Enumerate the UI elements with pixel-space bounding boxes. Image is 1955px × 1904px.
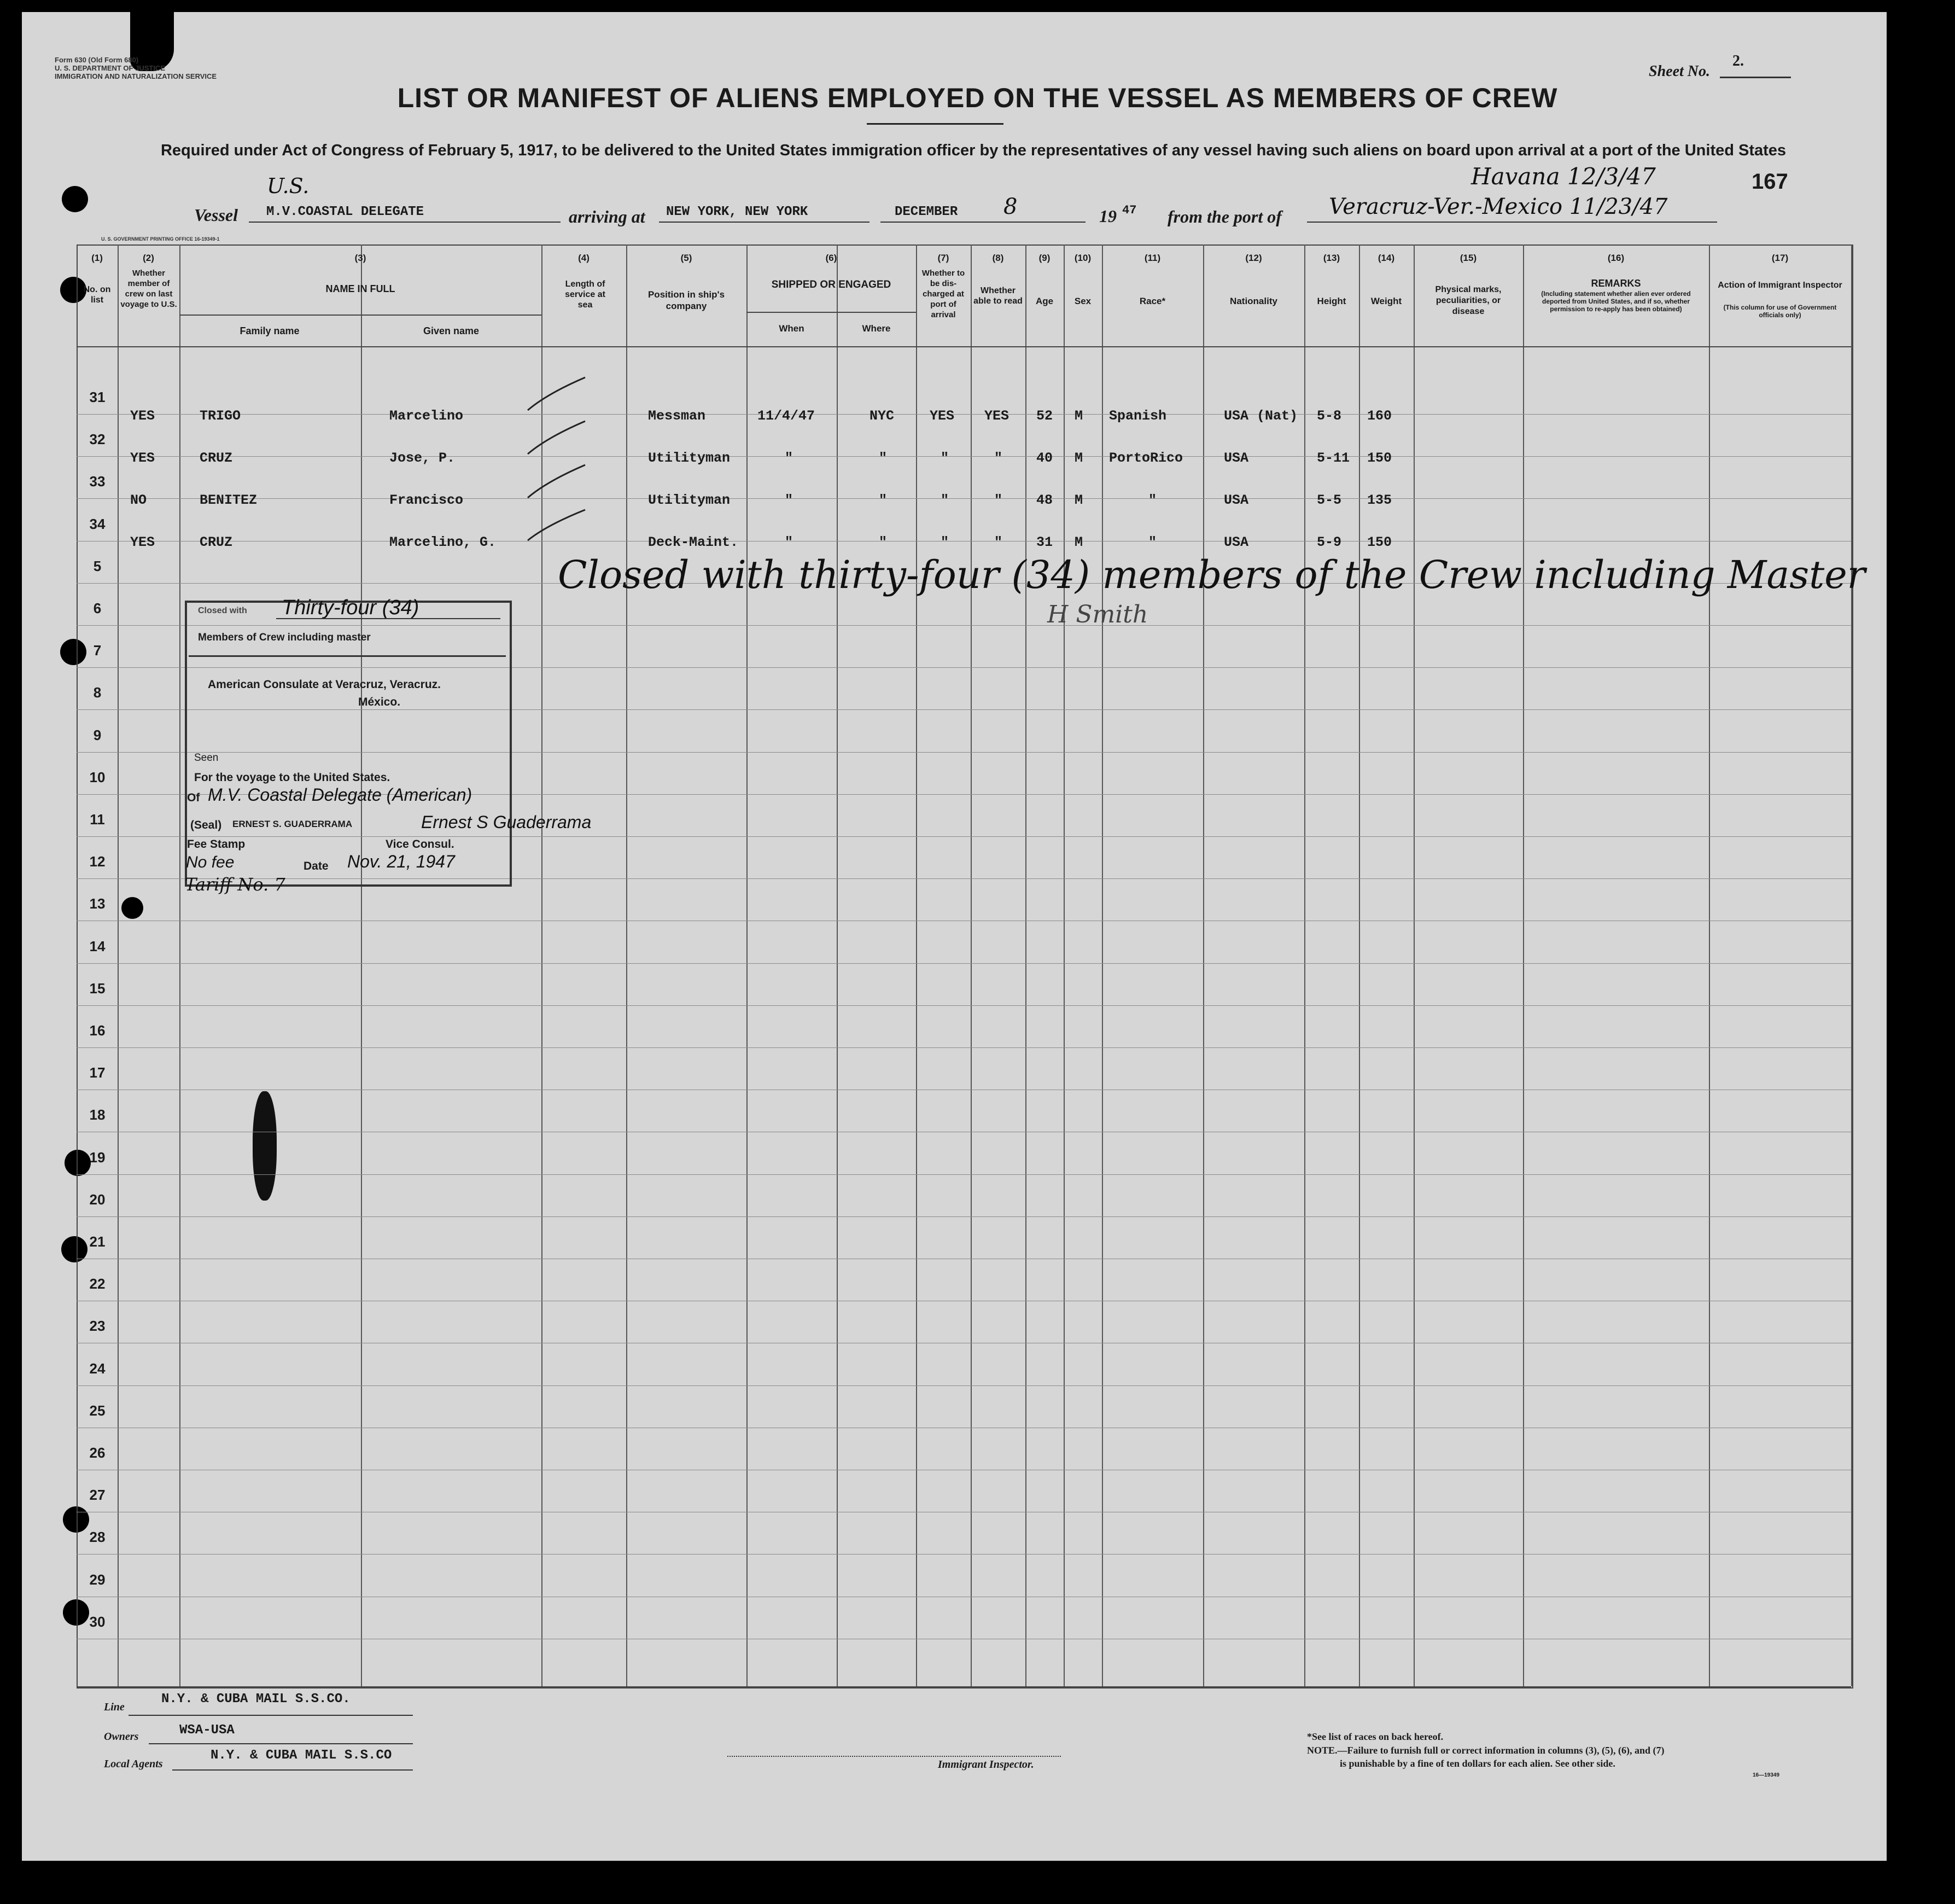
arriving-port: NEW YORK, NEW YORK (666, 205, 808, 219)
crew-race: PortoRico (1109, 450, 1183, 466)
row-number: 14 (89, 938, 106, 954)
col-header-race: Race* (1139, 296, 1166, 306)
col-header-discharged: Whether to be dis-charged at port of arrival (921, 269, 965, 319)
col-num: (10) (1074, 253, 1092, 263)
col-num: (8) (992, 253, 1004, 263)
crew-discharged: " (941, 492, 949, 508)
stamp-consulate: American Consulate at Veracruz, Veracruz. (208, 678, 441, 691)
stamp-vice-consul: Vice Consul. (386, 838, 454, 851)
row-number: 31 (89, 389, 106, 405)
row-rule (77, 963, 1851, 964)
col-num: (17) (1771, 253, 1789, 263)
crew-race: " (1148, 534, 1157, 550)
crew-given: Marcelino, G. (389, 534, 497, 550)
page-number: 167 (1752, 170, 1788, 194)
crew-nationality: USA (1224, 492, 1249, 508)
stamp-members-label: Members of Crew including master (198, 632, 371, 643)
col-num: (6) (825, 253, 837, 263)
crew-nationality: USA (1224, 534, 1249, 550)
year-suffix: 47 (1122, 203, 1137, 217)
crew-family: TRIGO (200, 408, 241, 424)
col-header-read: Whether able to read (973, 286, 1023, 306)
crew-family: CRUZ (200, 450, 233, 466)
col-header-when: When (779, 323, 804, 334)
crew-sex: M (1075, 450, 1083, 466)
crew-nationality: USA (1224, 450, 1249, 466)
shipped-subheader-rule (746, 312, 916, 313)
col-header-physical-marks: Physical marks, peculiarities, or disease (1435, 285, 1502, 316)
crew-when: " (785, 492, 793, 508)
crew-age: 40 (1036, 450, 1053, 466)
col-header-last-voyage: Whether member of crew on last voyage to U.S. (120, 269, 177, 309)
row-number: 13 (89, 895, 106, 912)
closing-initials: H Smith (1047, 601, 1148, 628)
inspector-line (727, 1756, 1061, 1757)
crew-given: Jose, P. (389, 450, 456, 466)
row-rule (77, 1047, 1851, 1048)
stamp-date-label: Date (304, 860, 329, 872)
row-rule (77, 1385, 1851, 1386)
arrival-day: 8 (1003, 194, 1018, 219)
form-id-line: Form 630 (Old Form 680) (55, 56, 139, 64)
col-header-height: Height (1317, 296, 1346, 306)
form-code: 16—19349 (1753, 1772, 1779, 1778)
sheet-underline (1720, 77, 1791, 78)
crew-position: Deck-Maint. (648, 534, 739, 550)
crew-discharged: " (941, 450, 949, 466)
col-header-position: Position in ship's company (647, 289, 725, 311)
owners-underline (149, 1743, 413, 1744)
inspector-label: Immigrant Inspector. (938, 1759, 1034, 1771)
crew-where: " (879, 492, 888, 508)
crew-age: 31 (1036, 534, 1053, 550)
row-number: 17 (89, 1064, 106, 1081)
form-id-line: IMMIGRATION AND NATURALIZATION SERVICE (55, 72, 217, 80)
row-number: 21 (89, 1233, 106, 1250)
row-number: 9 (93, 726, 102, 743)
row-number: 34 (89, 515, 106, 532)
year-prefix: 19 (1099, 206, 1117, 226)
crew-where: " (879, 450, 888, 466)
crew-read: YES (984, 408, 1009, 424)
service-tick-marks (525, 366, 596, 547)
crew-weight: 135 (1367, 492, 1392, 508)
row-number: 16 (89, 1022, 106, 1039)
row-number: 12 (89, 853, 106, 870)
crew-read: " (994, 492, 1003, 508)
agents-underline (172, 1769, 413, 1771)
col-num: (13) (1323, 253, 1340, 263)
crew-when: " (785, 534, 793, 550)
stamp-country: México. (358, 696, 401, 708)
col-num: (7) (937, 253, 949, 263)
col-num: (12) (1245, 253, 1262, 263)
penalty-note-2: is punishable by a fine of ten dollars for each alien. See other side. (1340, 1758, 1615, 1769)
stamp-vessel: M.V. Coastal Delegate (American) (208, 785, 472, 805)
crew-height: 5-8 (1317, 408, 1342, 424)
row-number: 26 (89, 1445, 106, 1461)
stamp-voyage: For the voyage to the United States. (194, 771, 390, 784)
col-num: (9) (1038, 253, 1051, 263)
crew-race: " (1148, 492, 1157, 508)
crew-height: 5-5 (1317, 492, 1342, 508)
row-number: 5 (93, 557, 102, 574)
crew-weight: 150 (1367, 450, 1392, 466)
line-value: N.Y. & CUBA MAIL S.S.CO. (161, 1692, 351, 1707)
col-header-remarks-note: (Including statement whether alien ever ordered deported from United States, and if so, whether permission to re-apply has been obtained) (1541, 290, 1691, 313)
row-number: 19 (89, 1149, 106, 1166)
crew-position: Messman (648, 408, 706, 424)
crew-sex: M (1075, 408, 1083, 424)
crew-when: 11/4/47 (757, 408, 815, 424)
crew-weight: 150 (1367, 534, 1392, 550)
row-number: 11 (90, 811, 105, 828)
stamp-divider (189, 655, 506, 657)
col-header-no: No. on list (83, 285, 111, 305)
col-header-nationality: Nationality (1230, 296, 1277, 306)
punch-hole (62, 186, 88, 212)
col-num: (4) (578, 253, 590, 263)
row-rule (77, 1005, 1851, 1006)
stamp-consul-name: ERNEST S. GUADERRAMA (232, 819, 353, 829)
row-number: 30 (89, 1613, 106, 1630)
col-header-remarks: REMARKS (1591, 278, 1641, 289)
col-num: (16) (1607, 253, 1625, 263)
owners-label: Owners (104, 1731, 139, 1743)
row-number: 15 (89, 980, 106, 997)
tariff-note: Tariff No. 7 (185, 874, 285, 895)
row-number: 29 (89, 1571, 106, 1588)
row-number: 24 (89, 1360, 106, 1377)
from-port-line (1307, 222, 1717, 223)
stamp-closed-count: Thirty-four (34) (282, 596, 419, 619)
vessel-name: M.V.COASTAL DELEGATE (266, 205, 424, 219)
closing-note: Closed with thirty-four (34) members of the Crew including Master (558, 552, 1866, 597)
arriving-label: arriving at (569, 207, 645, 226)
vessel-label: Vessel (194, 205, 238, 225)
col-header-sex: Sex (1074, 296, 1092, 306)
row-number: 28 (89, 1529, 106, 1546)
crew-weight: 160 (1367, 408, 1392, 424)
form-identifier (55, 56, 217, 80)
col-num: (1) (91, 253, 103, 263)
row-number: 27 (89, 1487, 106, 1504)
col-num: (3) (354, 253, 366, 263)
col-header-family-name: Family name (240, 325, 300, 336)
crew-given: Marcelino (389, 408, 464, 424)
footer-rule (77, 1686, 1851, 1688)
col-header-shipped: SHIPPED OR ENGAGED (771, 279, 891, 290)
stamp-date: Nov. 21, 1947 (347, 852, 455, 871)
crew-read: " (994, 534, 1003, 550)
row-number: 23 (89, 1318, 106, 1335)
col-header-where: Where (862, 323, 891, 334)
crew-sex: M (1075, 492, 1083, 508)
crew-position: Utilityman (648, 450, 731, 466)
col-num: (15) (1460, 253, 1477, 263)
row-number: 32 (89, 431, 106, 448)
form-title: LIST OR MANIFEST OF ALIENS EMPLOYED ON THE VESSEL AS MEMBERS OF CREW (397, 83, 1558, 113)
row-rule (77, 498, 1851, 499)
col-num: (2) (143, 253, 154, 263)
row-number: 18 (89, 1107, 106, 1123)
row-number: 22 (89, 1276, 106, 1292)
col-header-length-service: Length of service at sea (565, 280, 605, 310)
name-subheader-rule (179, 315, 541, 316)
crew-age: 48 (1036, 492, 1053, 508)
row-number: 10 (89, 768, 106, 785)
arriving-line (659, 222, 869, 223)
crew-family: CRUZ (200, 534, 233, 550)
crew-race: Spanish (1109, 408, 1167, 424)
date-line (880, 222, 1086, 223)
stamp-line (276, 618, 500, 619)
stamp-fee: Fee Stamp (187, 838, 246, 851)
crew-table (77, 244, 1853, 1688)
crew-sex: M (1075, 534, 1083, 550)
crew-where: " (879, 534, 888, 550)
row-rule (77, 456, 1851, 457)
stamp-seal: (Seal) (190, 819, 222, 831)
line-underline (129, 1715, 413, 1716)
row-number: 20 (89, 1191, 106, 1208)
row-number: 6 (93, 600, 102, 616)
sheet-number: 2. (1732, 53, 1744, 69)
stamp-closed-label: Closed with (198, 606, 247, 615)
crew-given: Francisco (389, 492, 464, 508)
vessel-us-annotation: U.S. (267, 174, 310, 198)
form-subtitle: Required under Act of Congress of February 5, 1917, to be delivered to the United States immigration officer by the representatives of any vessel having such aliens on board upon arrival at a port of the United States (160, 142, 1787, 159)
col-header-name: NAME IN FULL (325, 283, 395, 294)
crew-nationality: USA (Nat) (1224, 408, 1298, 424)
arrival-month: DECEMBER (895, 205, 958, 219)
stamp-seen: Seen (194, 752, 219, 764)
vessel-line (249, 222, 561, 223)
title-rule (867, 123, 1003, 125)
agents-label: Local Agents (104, 1758, 163, 1770)
from-port-label: from the port of (1168, 207, 1282, 226)
col-header-age: Age (1035, 296, 1054, 306)
crew-height: 5-11 (1317, 450, 1350, 466)
havana-annotation: Havana 12/3/47 (1471, 163, 1656, 190)
row-rule (77, 1216, 1851, 1217)
sheet-label: Sheet No. (1649, 63, 1710, 80)
crew-when: " (785, 450, 793, 466)
owners-value: WSA-USA (179, 1723, 235, 1738)
row-rule (77, 1174, 1851, 1175)
column-divider (1851, 244, 1852, 1686)
col-header-weight: Weight (1370, 296, 1402, 306)
printer-note: U. S. GOVERNMENT PRINTING OFFICE 16-19349-1 (101, 236, 220, 242)
crew-last-voyage: YES (130, 408, 155, 424)
col-num: (5) (680, 253, 692, 263)
row-number: 7 (93, 642, 102, 659)
col-num: (14) (1378, 253, 1395, 263)
crew-last-voyage: YES (130, 534, 155, 550)
stamp-no-fee: No fee (186, 853, 235, 871)
crew-last-voyage: YES (130, 450, 155, 466)
form-id-line: U. S. DEPARTMENT OF JUSTICE (55, 64, 165, 72)
stamp-of-label: Of (187, 791, 200, 804)
crew-where: NYC (869, 408, 895, 424)
crew-last-voyage: NO (130, 492, 147, 508)
col-header-action: Action of Immigrant Inspector (1718, 281, 1842, 290)
agents-value: N.Y. & CUBA MAIL S.S.CO (211, 1748, 392, 1763)
header-bottom-rule (77, 346, 1851, 347)
penalty-note-1: NOTE.—Failure to furnish full or correct information in columns (3), (5), (6), and (7) (1307, 1745, 1665, 1756)
col-header-given-name: Given name (423, 325, 480, 336)
col-num: (11) (1144, 253, 1161, 263)
crew-read: " (994, 450, 1003, 466)
crew-family: BENITEZ (200, 492, 258, 508)
row-number: 25 (89, 1402, 106, 1419)
crew-height: 5-9 (1317, 534, 1342, 550)
crew-discharged: " (941, 534, 949, 550)
row-rule (77, 414, 1851, 415)
row-number: 33 (89, 473, 106, 490)
line-label: Line (104, 1701, 125, 1713)
crew-position: Utilityman (648, 492, 731, 508)
race-note: *See list of races on back hereof. (1307, 1731, 1444, 1742)
crew-age: 52 (1036, 408, 1053, 424)
row-number: 8 (93, 684, 102, 701)
crew-discharged: YES (930, 408, 955, 424)
stamp-consul-signature: Ernest S Guaderrama (421, 812, 592, 832)
col-header-action-note: (This column for use of Government officials only) (1723, 304, 1837, 319)
from-port: Veracruz-Ver.-Mexico 11/23/47 (1329, 194, 1668, 219)
